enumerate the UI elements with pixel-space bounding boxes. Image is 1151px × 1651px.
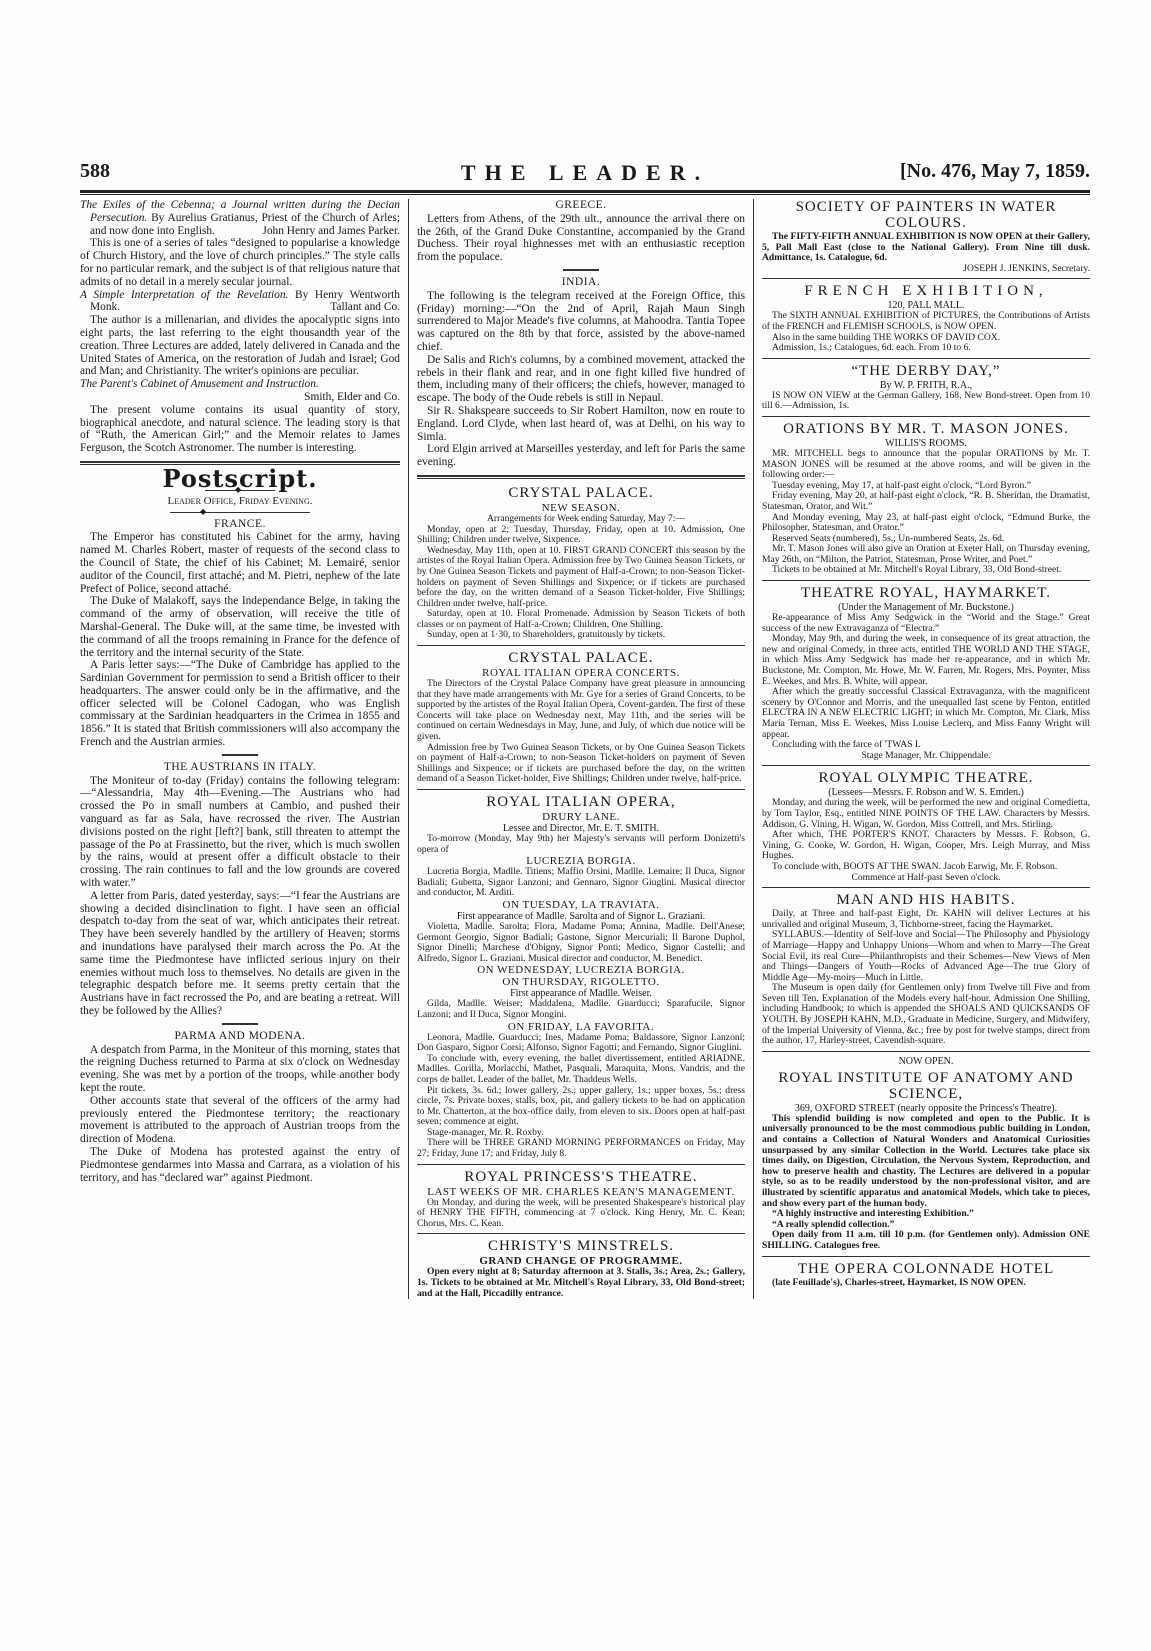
ad-crystal-palace-season: CRYSTAL PALACE. NEW SEASON. Arrangements for Week ending Saturday, May 7:— Monday, open at 2; Tuesday, Thursday, Friday, open at 10. Admission, One Shilling; Children under twelve, Sixpence. Wednesday, May 11th, open at 10. FIRST GRAND CONCERT this season by the artistes of the Royal Italian Opera. Admission free by Two Guinea Season Tickets, or by One Guinea Season Tickets and payment of Half-a-Crown; to non-Season Ticket-holders on payment of Seven Shillings and Sixpence; or if tickets are purchased before the day, on the written demand of a Season Ticket-holder, Five Shillings; Children under twelve, half-price. Saturday, open at 10. Floral Promenade. Admission by Season Tickets of both classes or on payment of Half-a-Crown; Children, One Shilling. Sunday, open at 1·30, to Shareholders, gratuitously by tickets. [417,484,745,641]
ad-rule [762,887,1090,888]
ad-rule [762,278,1090,279]
ad-christys-minstrels: CHRISTY'S MINSTRELS. GRAND CHANGE OF PROGRAMME. Open every night at 8; Saturday afternoon at 3. Stalls, 3s.; Area, 2s.; Gallery, 1s. Tickets to be obtained at Mr. Mitchell's Royal Library, 33, Old Bond-street; and at the Hall, Piccadilly entrance. [417,1238,745,1299]
section-heading-austrians: THE AUSTRIANS IN ITALY. [163,760,317,773]
ad-french-exhibition: FRENCH EXHIBITION, 120, PALL MALL. The SIXTH ANNUAL EXHIBITION of PICTURES, the Contributions of Artists of the FRENCH and FLEMISH SCHOOLS, is NOW OPEN. Also in the same building THE WORKS OF DAVID COX. Admission, 1s.; Catalogues, 6d. each. From 10 to 6. [762,283,1090,354]
ad-royal-italian-opera: ROYAL ITALIAN OPERA, DRURY LANE. Lessee and Director, Mr. E. T. SMITH. To-morrow (Monday, May 9th) her Majesty's servants will perform Donizetti's opera of LUCREZIA BORGIA. Lucretia Borgia, Madlle. Titiens; Maffio Orsini, Madlle. Lemaire; Il Duca, Signor Badiali; Gubetta, Signor Lanzoni; and Gennaro, Signor Giuglini. Musical director and conductor, M. Arditi. ON TUESDAY, LA TRAVIATA. First appearance of Madlle. Sarolta and of Signor L. Graziani. Violetta, Madlle. Sarolta; Flora, Madame Poma; Annina, Madlle. Dell'Anese; Germont Georgio, Signor Badiali; Gastone, Signor Mercuriali; Il Barone Duphol, Signor Dinelli; Marchese d'Obigny, Signor Ponti; Medico, Signor Castelli; and Alfredo, Signor L. Graziani. Musical director and conductor, M. Benedict. ON WEDNESDAY, LUCREZIA BORGIA. ON THURSDAY, RIGOLETTO. First appearance of Madlle. Weiser. Gilda, Madlle. Weiser; Maddalena, Madlle. Guarducci; Sparafucile, Signor Lanzoni; and Il Duca, Signor Mongini. ON FRIDAY, LA FAVORITA. Leonora, Madlle. Guarducci; Ines, Madame Poma; Baldassore, Signor Lanzoni; Don Gasparo, Signor Corsi; Alfonso, Signor Fagotti; and Fernando, Signor Giuglini. To conclude with, every evening, the ballet divertissement, entitled ARIADNE. Madlles. Corilla, Morlacchi, Mathet, Pasquali, Maraquita, Mons. Vandris, and the corps de ballet. Leader of the ballet, Mr. Thaddeus Wells. Pit tickets, 3s. 6d.; lower gallery, 2s.; upper gallery, 1s.; upper boxes, 5s.; dress circle, 7s. Private boxes, stalls, box, pit, and gallery tickets to be had on application to Mr. Chatterton, at the box-office daily, from eleven to six. Doors open at half-past seven; commence at eight. Stage-manager, Mr. R. Roxby. There will be THREE GRAND MORNING PERFORMANCES on Friday, May 27; Friday, June 17; and Friday, July 8. [417,794,745,1160]
review-body: This is one of a series of tales “designed to popularise a knowledge of Church History, and the love of church principles.” The style calls for no particular remark, and the subject is of that religious nature that admits of no detail in a merely secular journal. [80,237,400,288]
short-rule [222,754,258,756]
divider [170,512,310,513]
ad-man-and-his-habits: MAN AND HIS HABITS. Daily, at Three and half-past Eight, Dr. KAHN will deliver Lectures at his unrivalled and original Museum, 3, Tichborne-street, facing the Haymarket. SYLLABUS.—Identity of Self-love and Social—The Philosophy and Physiology of Marriage—Happy and Unhappy Unions—Whom and when to Marry—The Great Social Evil, its real Cure—Philanthropists and their Schemes—New Views of Men and Things—Dangers of Youth—Rocks of Advanced Age—The true Glory of Middle Age—My-moirs—Much in Little. The Museum is open daily (for Gentlemen only) from Twelve till Five and from Seven till Ten. Explanation of the Models every half-hour. Admission One Shilling, including Handbook; to which is appended the SHOALS AND QUICKSANDS OF YOUTH. By JOSEPH KAHN, M.D., Graduate in Medicine, Surgery, and Midwifery, of the Imperial University of Vienna, &c.; free by post for twelve stamps, direct from the author, 17, Harley-street, Cavendish-square. [762,892,1090,1047]
ad-rule [762,358,1090,359]
ad-rule [762,416,1090,417]
ad-derby-day: “THE DERBY DAY,” By W. P. FRITH, R.A., IS NOW ON VIEW at the German Gallery, 168, New Bond-street. Open from 10 till 6.—Admission, 1s. [762,362,1090,412]
newspaper-page [80,160,1090,1299]
paragraph: Letters from Athens, of the 29th ult., announce the arrival there on the 26th, of the Grand Duke Constantine, accompanied by the Grand Duchess. Their royal highnesses met with an enthusiastic reception from the populace. [417,212,745,264]
paragraph: The Duke of Modena has protested against the entry of Piedmontese gendarmes into Massa and Carrara, as a violation of his territory, and has “declared war” against Piedmont. [80,1145,400,1184]
ad-rule [417,645,745,646]
paragraph: The following is the telegram received at the Foreign Office, this (Friday) morning:—“On the 2nd of April, Rajah Maun Singh surrendered to Major Meade's five columns, at Mahoodra. Tantia Topee was captured on the 8th by that force, assisted by the above-named chief. [417,289,745,353]
review-entry: A Simple Interpretation of the Revelation. By Henry Wentworth Monk. Tallant and Co. [80,288,400,314]
ad-rule [417,1164,745,1165]
column-1 [80,199,408,1299]
ad-rule [762,765,1090,766]
section-heading-parma: PARMA AND MODENA. [174,1029,306,1042]
ad-orations-mason-jones: ORATIONS BY MR. T. MASON JONES. WILLIS'S ROOMS. MR. MITCHELL begs to announce that the popular ORATIONS by Mr. T. MASON JONES will be resumed at the above rooms, and will be given in the following order:— Tuesday evening, May 17, at half-past eight o'clock, “Lord Byron.” Friday evening, May 20, at half-past eight o'clock, “R. B. Sheridan, the Dramatist, Statesman, Orator, and Wit.” And Monday evening, May 23, at half-past eight o'clock, “Edmund Burke, the Philosopher, Statesman, and Orator.” Reserved Seats (numbered), 5s.; Un-numbered Seats, 2s. 6d. Mr. T. Mason Jones will also give an Oration at Exeter Hall, on Thursday evening, May 26th, on “Milton, the Patriot, Statesman, Prose Writer, and Poet.” Tickets to be obtained at Mr. Mitchell's Royal Library, 33, Old Bond-street. [762,420,1090,576]
review-body: The author is a millenarian, and divides the apocalyptic signs into eight parts, the last referring to the eight thousandth year of the creation. Three Lectures are added, lately delivered in Canada and the United States of America, on the restoration of Judah and Israel; God and Man; and Christianity. The writer's opinions are peculiar. [80,314,400,378]
ad-rule [417,1233,745,1234]
review-entry: The Parent's Cabinet of Amusement and Instruction. Smith, Elder and Co. [80,378,400,403]
ad-theatre-royal-haymarket: THEATRE ROYAL, HAYMARKET. (Under the Management of Mr. Buckstone.) Re-appearance of Miss Amy Sedgwick in the “World and the Stage.” Great success of the new Extravaganza of “Electra.” Monday, May 9th, and during the week, in consequence of its great attraction, the new and original Comedy, in three acts, entitled THE WORLD AND THE STAGE, in which Miss Amy Sedgwick has made her re-appearance, and in which Mr. Buckstone, Mr. Compton, Mr. Howe, Mr. W. Farren, Mr. Rogers, Mrs. Poynter, Miss E. Weekes, and Mrs. B. White, will appear. After which the greatly successful Classical Extravaganza, with the magnificent scenery by O'Connor and Morris, and the unequalled last scene by Fenton, entitled ELECTRA IN A NEW ELECTRIC LIGHT; in which Mr. Compton, Mr. Clark, Miss Maria Ternan, Miss E. Weekes, Miss Louise Leclerq, and Miss Fanny Wright will appear. Concluding with the farce of 'TWAS I. Stage Manager, Mr. Chippendale. [762,585,1090,761]
short-rule [222,1023,258,1025]
masthead [80,160,1090,188]
paragraph: A Paris letter says:—“The Duke of Cambridge has applied to the Sardinian Government for permission to send a British officer to their headquarters. The answer could only be in the affirmative, and the officer selected will be Colonel Cadogan, who was English commissary at the Sardinian headquarters in the Crimea in 1855 and 1856.” It is stated that British commissioners will also accompany the French and the Austrian armies. [80,659,400,749]
paragraph: The Moniteur of to-day (Friday) contains the following telegram:—“Alessandria, May 4th—Evening.—The Austrians who had crossed the Po in small numbers at Cambio, and pushed their vanguard as far as Sala, have recrossed the river. The Austrian divisions posted on the right [left?] bank, still threaten to attempt the passage of the Po at Frassinetto, but the river, which is much swollen by the rains, would at present offer a difficult obstacle to their crossing. The rain continues to fall and the low grounds are covered with water.” [80,774,400,890]
paragraph: Other accounts state that several of the officers of the army had previously entered the Piedmontese territory; the reactionary movement is attributed to the approach of Austrian troops from the direction of Modena. [80,1094,400,1146]
paragraph: A despatch from Parma, in the Moniteur of this morning, states that the reigning Duchess returned to Parma at six o'clock on Wednesday evening. She was met by a portion of the troops, while another body kept the route. [80,1043,400,1094]
paragraph: De Salis and Rich's columns, by a combined movement, attacked the rebels in their flank and rear, and in one fight killed five hundred of them, including many of their officers; the chiefs, however, managed to escape. The body of the Oude rebels is still in Nepaul. [417,353,745,405]
short-rule [563,269,599,271]
paragraph: Lord Elgin arrived at Marseilles yesterday, and left for Paris the same evening. [417,443,745,469]
ad-royal-olympic-theatre: ROYAL OLYMPIC THEATRE. (Lessees—Messrs. F. Robson and W. S. Emden.) Monday, and during the week, will be performed the new and original Comedietta, by Tom Taylor, Esq., entitled NINE POINTS OF THE LAW. Characters by Messrs. Addison, G. Vining, H. Wigan, W. Gordon, Miss Cottrell, and Mrs. Stirling. After which, THE PORTER'S KNOT. Characters by Messrs. F. Robson, G. Vining, G. Cooke, W. Gordon, H. Wigan, Cooper, Mrs. Leigh Murray, and Miss Hughes. To conclude with, BOOTS AT THE SWAN. Jacob Earwig, Mr. F. Robson. Commence at Half-past Seven o'clock. [762,770,1090,883]
masthead-rule [80,190,1090,195]
column-3 [753,199,1090,1299]
postscript-heading: Postscript. [162,463,318,493]
paragraph: Sir R. Shakspeare succeeds to Sir Robert Hamilton, now en route to England. Lord Clyde, when last heard of, was at Delhi, on his way to Simla. [417,404,745,443]
ornament-divider [205,490,275,491]
page-number: 588 [80,160,110,182]
issue-date: [No. 476, May 7, 1859. [900,160,1090,182]
section-heading-greece: GREECE. [555,199,607,211]
column-2 [408,199,753,1299]
ad-rule [762,1256,1090,1257]
paragraph: The Emperor has constituted his Cabinet for the army, having named M. Charles Robert, master of requests of the second class to the Council of State, the chief of his Cabinet; M. Lemairé, senior auditor of the Council, first attaché; and M. Pietri, nephew of the late Prefect of Police, second attaché. [80,531,400,595]
ad-royal-institute-anatomy: NOW OPEN. ROYAL INSTITUTE OF ANATOMY AND SCIENCE, 369, OXFORD STREET (nearly opposite the Princess's Theatre). This splendid building is now completed and open to the Public. It is universally pronounced to be the most commodious public building in London, and contains a Collection of Natural Wonders and Anatomical Curiosities unsurpassed by any similar Collection in the World. Lectures take place six times daily, on Digestion, Circulation, the Nervous System, Reproduction, and how to preserve health and chastity. The Lectures are delivered in a popular style, so as to be readily understood by the non-professional visitor, and are illustrated by scientific apparatus and anatomical Models, which take to pieces, and show every part of the human body. “A highly instructive and interesting Exhibition.” “A really splendid collection.” Open daily from 11 a.m. till 10 p.m. (for Gentlemen only). Admission ONE SHILLING. Catalogues free. [762,1055,1090,1251]
ad-opera-colonnade-hotel: THE OPERA COLONNADE HOTEL (late Feuillade's), Charles-street, Haymarket, IS NOW OPEN. [772,1260,1055,1288]
section-heading-india: INDIA. [561,275,601,288]
review-body: The present volume contains its usual quantity of story, biographical anecdote, and natural science. The leading story is that of “Ruth, the American Girl;” and the Memoir relates to James Ferguson, the Scotch Astronomer. The number is interesting. [80,403,400,455]
paragraph: A letter from Paris, dated yesterday, says:—“I fear the Austrians are showing a decided disinclination to fight. I have seen an official despatch to-day from the seat of war, which anticipates their retreat. They have been severely handled by the artillery of Heaven; storms and inundations have paralysed their march across the Po. At the same time the Piedmontese have inflicted serious injury on their enemies without much loss to themselves. No details are given in the telegraphic despatch before me. It seems pretty certain that the Austrians have in fact recrossed the Po, and are beating a retreat. Will they be followed by the Allies? [80,889,400,1018]
ad-rule [762,1051,1090,1052]
section-heading-france: FRANCE. [214,517,266,530]
section-rule [417,475,745,479]
ad-crystal-palace-concerts: CRYSTAL PALACE. ROYAL ITALIAN OPERA CONCERTS. The Directors of the Crystal Palace Company have great pleasure in announcing that they have made arrangements with Mr. Gye for a series of Grand Concerts, to be supported by the artistes of the Royal Italian Opera, Covent-garden. The first of these Concerts will take place on Wednesday next, May 11th, and the series will be continued on certain Wednesdays in May, June, and July, of which due notice will be given. Admission free by Two Guinea Season Tickets, or by One Guinea Season Tickets on payment of Half-a-Crown; to non-Season Ticket-holders on payment of Seven Shillings and Sixpence; or if tickets are purchased before the day, on the written demand of a Season Ticket-holder, Five Shillings; Children under twelve, half-price. [417,650,745,785]
newspaper-title: THE LEADER. [460,160,710,185]
review-entry: The Exiles of the Cebenna; a Journal written during the Decian Persecution. By Aurelius Gratianus, Priest of the Church of Arles; and now done into English. John Henry and James Parker. [80,199,400,237]
ad-painters-water-colours: SOCIETY OF PAINTERS IN WATER COLOURS. The FIFTY-FIFTH ANNUAL EXHIBITION IS NOW OPEN at their Gallery, 5, Pall Mall East (close to the National Gallery). From Nine till dusk. Admittance, 1s. Catalogue, 6d. JOSEPH J. JENKINS, Secretary. [762,199,1090,274]
ad-royal-princess-theatre: ROYAL PRINCESS'S THEATRE. LAST WEEKS OF MR. CHARLES KEAN'S MANAGEMENT. On Monday, and during the week, will be presented Shakespeare's historical play of HENRY THE FIFTH, commencing at 7 o'clock. King Henry, Mr. C. Kean; Chorus, Mrs. C. Kean. [417,1168,745,1229]
ad-rule [417,789,745,790]
ad-rule [762,580,1090,581]
paragraph: The Duke of Malakoff, says the Independance Belge, in taking the command of the army of observation, will receive the title of Marshal-General. The Duke will, at the same time, be invested with the command of all the troops remaining in France for the defence of the territory and the internal security of the State. [80,595,400,659]
postscript-dateline: Leader Office, Friday Evening. [167,494,313,507]
